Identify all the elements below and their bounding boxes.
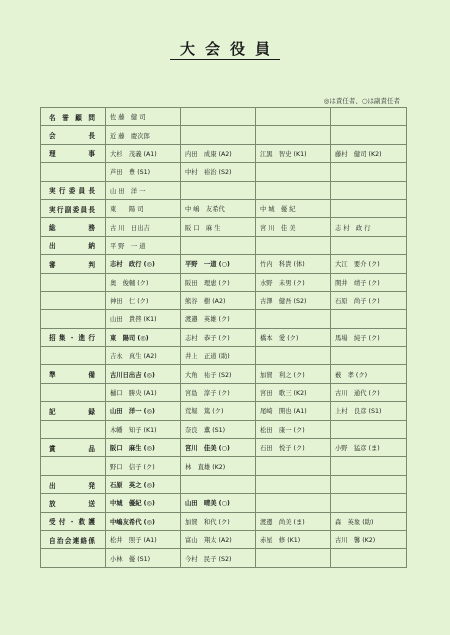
role-cell: 受付・救護 [41, 512, 106, 530]
role-cell [41, 273, 106, 291]
name-cell [256, 181, 331, 199]
role-cell: 審 判 [41, 255, 106, 273]
name-cell: 赤星 修 (K1) [256, 530, 331, 548]
name-cell: 宮川 佳美 (○) [181, 439, 256, 457]
name-cell [181, 108, 256, 126]
name-cell: 石田 悦子 (ク) [256, 439, 331, 457]
role-cell: 実行副委員長 [41, 199, 106, 217]
name-cell: 尾崎 開也 (A1) [256, 402, 331, 420]
name-cell: 東 陽 司 [106, 199, 181, 217]
name-cell: 佐 藤 健 司 [106, 108, 181, 126]
role-cell: 記 録 [41, 402, 106, 420]
name-cell: 山 田 洋 一 [106, 181, 181, 199]
role-cell: 実行委員長 [41, 181, 106, 199]
role-cell: 理 事 [41, 144, 106, 162]
name-cell: 上村 良彦 (S1) [331, 402, 407, 420]
name-cell: 近 藤 慶次郎 [106, 126, 181, 144]
name-cell: 東 陽司 (◎) [106, 328, 181, 346]
name-cell: 山田 晴美 (○) [181, 494, 256, 512]
name-cell: 松田 康一 (ク) [256, 420, 331, 438]
officer-row [41, 475, 407, 493]
name-cell: 水野 未男 (ク) [256, 273, 331, 291]
officer-row [41, 181, 407, 199]
role-cell: 出 納 [41, 236, 106, 254]
name-cell [331, 494, 407, 512]
name-cell [256, 236, 331, 254]
name-cell: 中嶋友希代 (◎) [106, 512, 181, 530]
name-cell [181, 181, 256, 199]
name-cell: 森 英象 (助) [331, 512, 407, 530]
name-cell: 奥 俊輔 (ク) [106, 273, 181, 291]
name-cell: 大杉 茂義 (A1) [106, 144, 181, 162]
name-cell: 藤村 健司 (K2) [331, 144, 407, 162]
name-cell: 大江 要介 (ク) [331, 255, 407, 273]
officer-row [41, 255, 407, 273]
name-cell: 木幡 知子 (K1) [106, 420, 181, 438]
role-cell [41, 291, 106, 309]
name-cell [331, 475, 407, 493]
name-cell [331, 347, 407, 365]
name-cell: 野口 信子 (ク) [106, 457, 181, 475]
name-cell: 志村 政行 (◎) [106, 255, 181, 273]
name-cell: 古 川 日出吉 [106, 218, 181, 236]
role-cell [41, 420, 106, 438]
name-cell: 加賀 利之 (ク) [256, 365, 331, 383]
officer-row [41, 365, 407, 383]
name-cell: 薮 孝 (ク) [331, 365, 407, 383]
name-cell [331, 163, 407, 181]
name-cell: 林 直雄 (K2) [181, 457, 256, 475]
role-cell [41, 383, 106, 401]
name-cell: 富山 翔太 (A2) [181, 530, 256, 548]
name-cell: 竹内 科貴 (体) [256, 255, 331, 273]
name-cell: 山田 洋一 (◎) [106, 402, 181, 420]
name-cell [331, 199, 407, 217]
name-cell [256, 126, 331, 144]
name-cell: 中 城 優 紀 [256, 199, 331, 217]
name-cell [256, 163, 331, 181]
name-cell: 内田 成康 (A2) [181, 144, 256, 162]
name-cell: 阪口 麻生 (◎) [106, 439, 181, 457]
legend-note: ◎は責任者、○は副責任者 [323, 97, 400, 105]
name-cell: 平野 一道 (○) [181, 255, 256, 273]
name-cell: 吉永 真生 (A2) [106, 347, 181, 365]
name-cell: 平 野 一 道 [106, 236, 181, 254]
name-cell [331, 457, 407, 475]
officer-row [41, 291, 407, 309]
name-cell [256, 310, 331, 328]
officer-row [41, 457, 407, 475]
name-cell: 宮田 歌三 (K2) [256, 383, 331, 401]
officer-row [41, 310, 407, 328]
officer-row [41, 549, 407, 567]
name-cell: 橋本 愛 (ク) [256, 328, 331, 346]
role-cell: 出 発 [41, 475, 106, 493]
name-cell: 中 嶋 友希代 [181, 199, 256, 217]
name-cell: 関井 靖子 (ク) [331, 273, 407, 291]
name-cell: 荒堀 篤 (ク) [181, 402, 256, 420]
officer-row [41, 494, 407, 512]
officer-row [41, 328, 407, 346]
officer-row [41, 199, 407, 217]
name-cell: 宮 川 佳 美 [256, 218, 331, 236]
role-cell: 会 長 [41, 126, 106, 144]
name-cell: 渡邊 尚美 (ま) [256, 512, 331, 530]
name-cell [331, 108, 407, 126]
name-cell [256, 475, 331, 493]
officer-row [41, 420, 407, 438]
name-cell: 松井 照子 (A1) [106, 530, 181, 548]
officer-row [41, 126, 407, 144]
officer-row [41, 218, 407, 236]
name-cell [331, 420, 407, 438]
name-cell: 今村 民子 (S2) [181, 549, 256, 567]
name-cell: 阪田 理恵 (ク) [181, 273, 256, 291]
officers-table [40, 107, 407, 568]
name-cell [331, 181, 407, 199]
officer-row [41, 163, 407, 181]
role-cell: 自治会連絡係 [41, 530, 106, 548]
role-cell [41, 457, 106, 475]
name-cell: 志村 恭子 (ク) [181, 328, 256, 346]
name-cell: 古川 通代 (ク) [331, 383, 407, 401]
role-cell [41, 347, 106, 365]
name-cell: 加賀 和代 (ク) [181, 512, 256, 530]
officer-row [41, 383, 407, 401]
name-cell: 志 村 政 行 [331, 218, 407, 236]
name-cell [331, 126, 407, 144]
officer-row [41, 144, 407, 162]
name-cell: 古川日出吉 (◎) [106, 365, 181, 383]
name-cell: 石原 尚子 (ク) [331, 291, 407, 309]
name-cell [181, 475, 256, 493]
name-cell: 石原 英之 (◎) [106, 475, 181, 493]
name-cell: 中村 裕治 (S2) [181, 163, 256, 181]
name-cell: 古澤 健吾 (S2) [256, 291, 331, 309]
officer-row [41, 108, 407, 126]
name-cell: 江黒 智史 (K1) [256, 144, 331, 162]
name-cell: 中城 優紀 (◎) [106, 494, 181, 512]
role-cell: 準 備 [41, 365, 106, 383]
name-cell: 神田 仁 (ク) [106, 291, 181, 309]
name-cell: 小林 優 (S1) [106, 549, 181, 567]
role-cell: 賞 品 [41, 439, 106, 457]
name-cell: 渡邉 英雄 (ク) [181, 310, 256, 328]
name-cell [256, 347, 331, 365]
name-cell [256, 457, 331, 475]
name-cell [256, 494, 331, 512]
officer-row [41, 402, 407, 420]
officer-row [41, 512, 407, 530]
role-cell: 放 送 [41, 494, 106, 512]
name-cell [181, 236, 256, 254]
name-cell: 宮島 淳子 (ク) [181, 383, 256, 401]
page-title: 大会役員 [0, 40, 450, 60]
name-cell: 山田 貴啓 (K1) [106, 310, 181, 328]
name-cell [181, 126, 256, 144]
role-cell: 招集・進行 [41, 328, 106, 346]
name-cell: 古川 馨 (K2) [331, 530, 407, 548]
name-cell [331, 236, 407, 254]
name-cell [331, 310, 407, 328]
name-cell: 熊谷 樹 (A2) [181, 291, 256, 309]
name-cell: 馬場 純子 (ク) [331, 328, 407, 346]
name-cell [256, 108, 331, 126]
name-cell: 阪 口 麻 生 [181, 218, 256, 236]
officer-row [41, 439, 407, 457]
officer-row [41, 347, 407, 365]
officer-row [41, 530, 407, 548]
name-cell: 奈良 薫 (S1) [181, 420, 256, 438]
name-cell: 大角 祐子 (S2) [181, 365, 256, 383]
name-cell [331, 549, 407, 567]
name-cell: 芦田 豊 (S1) [106, 163, 181, 181]
role-cell: 総 務 [41, 218, 106, 236]
name-cell: 小野 猛彦 (ま) [331, 439, 407, 457]
name-cell: 樋口 勝央 (A1) [106, 383, 181, 401]
officer-row [41, 236, 407, 254]
role-cell [41, 549, 106, 567]
officer-row [41, 273, 407, 291]
name-cell [256, 549, 331, 567]
role-cell [41, 310, 106, 328]
role-cell [41, 163, 106, 181]
name-cell: 井上 正道 (助) [181, 347, 256, 365]
role-cell: 名誉顧問 [41, 108, 106, 126]
